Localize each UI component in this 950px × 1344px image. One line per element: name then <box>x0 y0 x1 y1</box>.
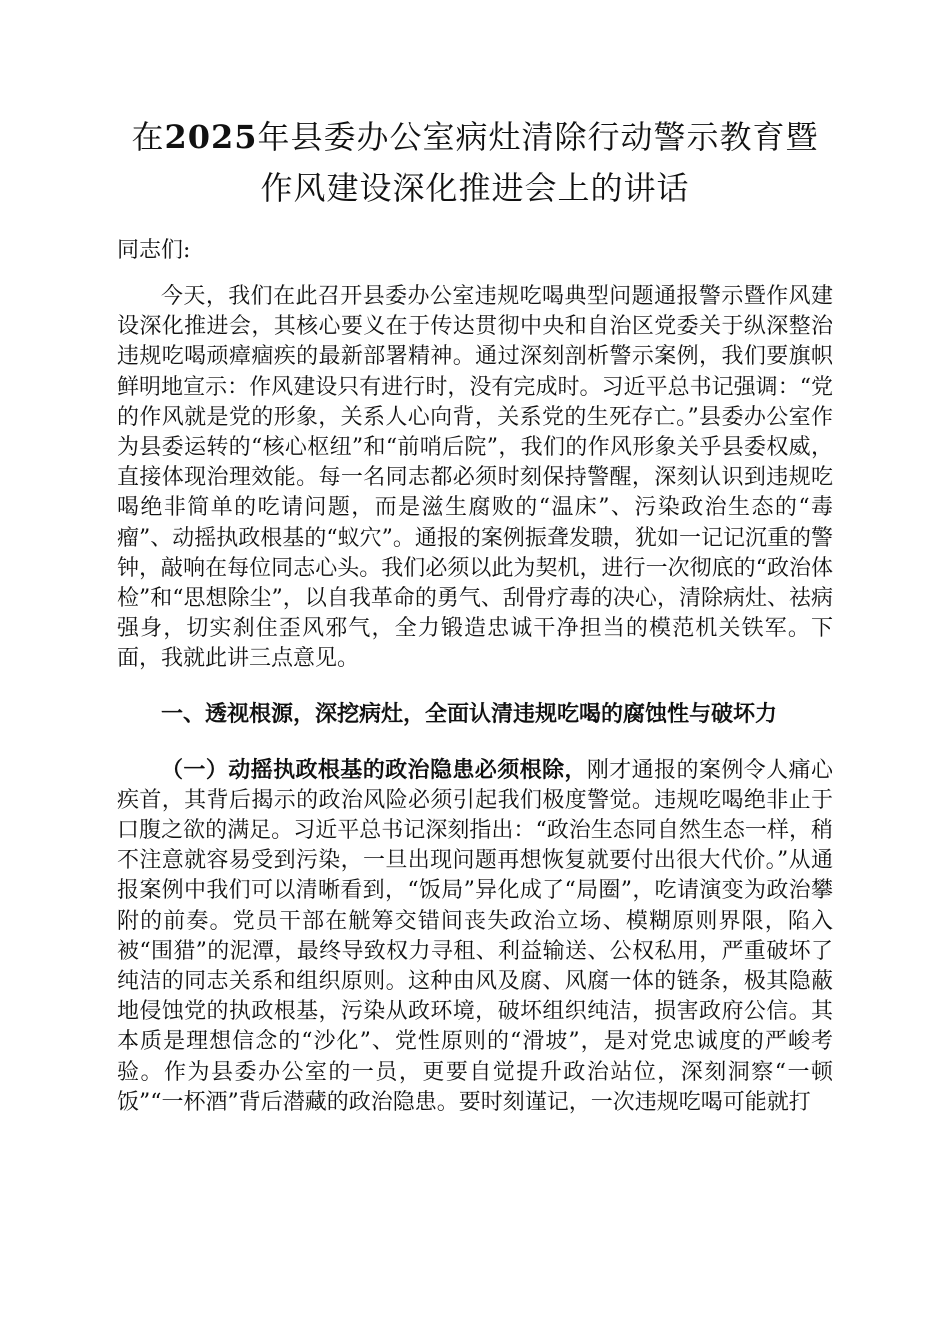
intro-paragraph: 今天，我们在此召开县委办公室违规吃喝典型问题通报警示暨作风建设深化推进会，其核心要义在于传达贯彻中央和自治区党委关于纵深整治违规吃喝顽瘴痼疾的最新部署精神。通过深刻剖析警示案例，我们要旗帜鲜明地宣示：作风建设只有进行时，没有完成时。习近平总书记强调：“党的作风就是党的形象，关系人心向背，关系党的生死存亡。”县委办公室作为县委运转的“核心枢纽”和“前哨后院”，我们的作风形象关乎县委权威，直接体现治理效能。每一名同志都必须时刻保持警醒，深刻认识到违规吃喝绝非简单的吃请问题，而是滋生腐败的“温床”、污染政治生态的“毒瘤”、动摇执政根基的“蚁穴”。通报的案例振聋发聩，犹如一记记沉重的警钟，敲响在每位同志心头。我们必须以此为契机，进行一次彻底的“政治体检”和“思想除尘”，以自我革命的勇气、刮骨疗毒的决心，清除病灶、祛病强身，切实刹住歪风邪气，全力锻造忠诚干净担当的模范机关铁军。下面，我就此讲三点意见。 <box>117 284 833 672</box>
document-title <box>117 112 833 214</box>
subsection-1-lead: （一）动摇执政根基的政治隐患必须根除， <box>161 756 587 783</box>
title-prefix: 在 <box>131 118 165 156</box>
title-year: 2025 <box>164 118 258 156</box>
section-1-heading: 一、透视根源，深挖病灶，全面认清违规吃喝的腐蚀性与破坏力 <box>161 700 778 727</box>
subsection-1-body: 刚才通报的案例令人痛心疾首，其背后揭示的政治风险必须引起我们极度警觉。违规吃喝绝非止于口腹之欲的满足。习近平总书记深刻指出：“政治生态同自然生态一样，稍不注意就容易受到污染，一旦出现问题再想恢复就要付出很大代价。”从通报案例中我们可以清晰看到，“饭局”异化成了“局圈”，吃请演变为政治攀附的前奏。党员干部在觥筹交错间丧失政治立场、模糊原则界限，陷入被“围猎”的泥潭，最终导致权力寻租、利益输送、公权私用，严重破坏了纯洁的同志关系和组织原则。这种由风及腐、风腐一体的链条，极其隐蔽地侵蚀党的执政根基，污染从政环境，破坏组织纯洁，损害政府公信。其本质是理想信念的“沙化”、党性原则的“滑坡”，是对党忠诚度的严峻考验。作为县委办公室的一员，更要自觉提升政治站位，深刻洞察“一顿饭”“一杯酒”背后潜藏的政治隐患。要时刻谨记，一次违规吃喝可能就打 <box>117 757 833 1115</box>
greeting: 同志们: <box>117 238 191 263</box>
title-line-1 <box>117 112 833 163</box>
subsection-1-paragraph <box>117 755 833 1118</box>
document-page <box>117 112 833 1118</box>
title-rest: 年县委办公室病灶清除行动警示教育暨 <box>257 118 819 156</box>
title-line-2: 作风建设深化推进会上的讲话 <box>260 169 690 207</box>
